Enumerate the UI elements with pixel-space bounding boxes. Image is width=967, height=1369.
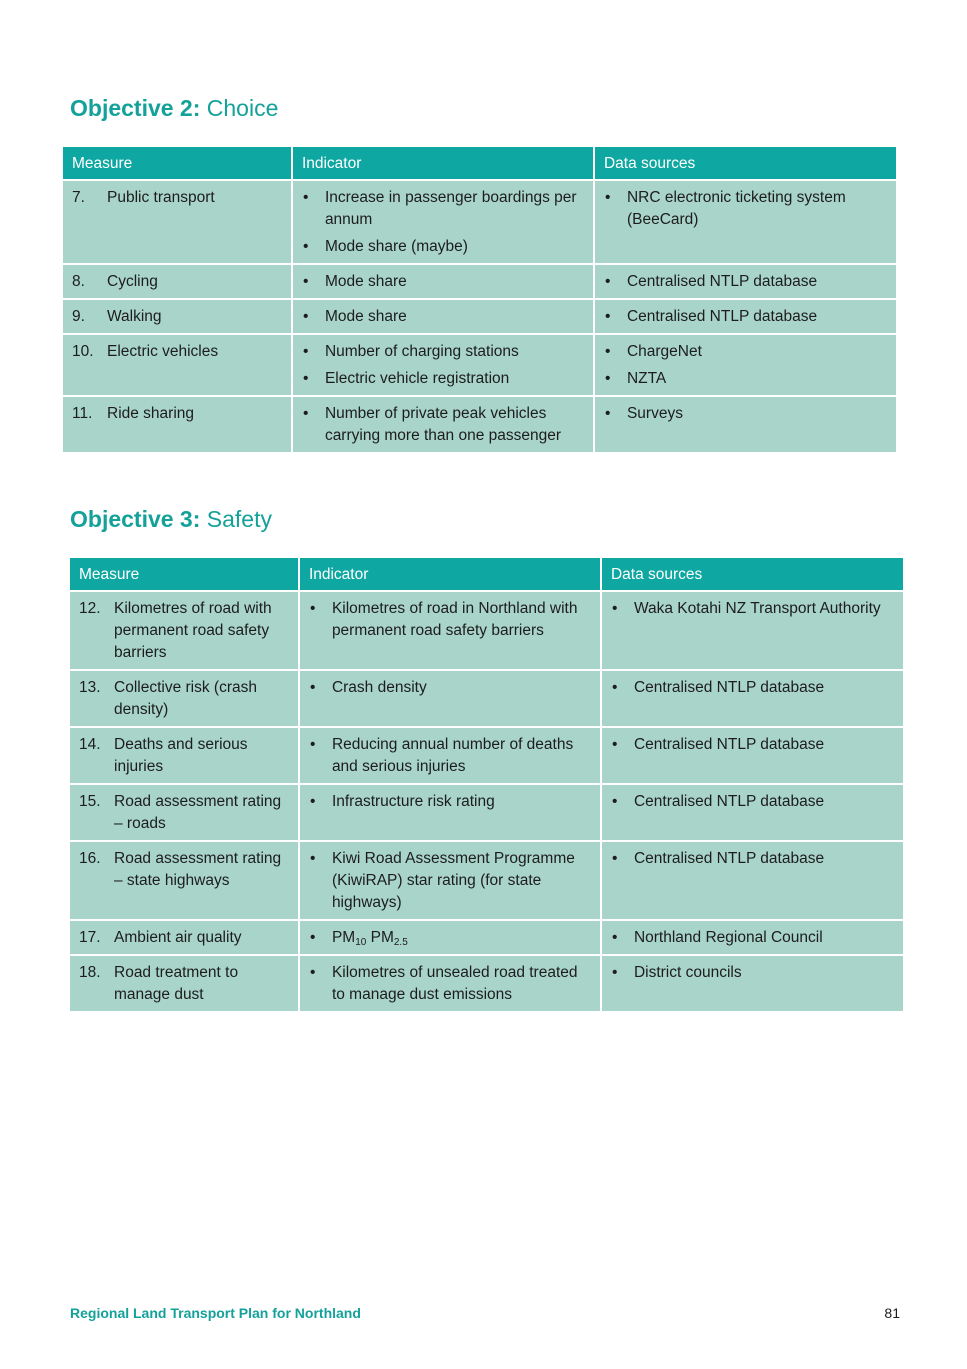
source-item: • NZTA bbox=[604, 368, 887, 390]
pm25-subscript: 2.5 bbox=[393, 937, 408, 948]
measure-cell bbox=[63, 180, 292, 264]
source-item: • Centralised NTLP database bbox=[611, 677, 894, 699]
measure-text: Public transport bbox=[107, 189, 215, 206]
header-measure: Measure bbox=[70, 558, 299, 591]
indicator-cell bbox=[299, 920, 601, 955]
measure-text: Ambient air quality bbox=[114, 929, 242, 946]
header-indicator: Indicator bbox=[292, 147, 594, 180]
measure-number: 14. bbox=[79, 736, 101, 753]
table-header-row bbox=[70, 558, 903, 591]
source-cell bbox=[601, 591, 903, 670]
pm-label: PM bbox=[366, 929, 394, 946]
measure-cell bbox=[70, 955, 299, 1011]
source-item: • Centralised NTLP database bbox=[611, 734, 894, 756]
measure-text: Road assessment rating – state highways bbox=[114, 850, 282, 889]
source-item: • Centralised NTLP database bbox=[604, 271, 887, 293]
measure-text: Road treatment to manage dust bbox=[114, 964, 239, 1003]
measure-number: 17. bbox=[79, 929, 101, 946]
indicator-cell bbox=[292, 396, 594, 452]
measure-number: 11. bbox=[72, 405, 93, 422]
source-cell bbox=[601, 955, 903, 1011]
indicator-cell bbox=[292, 264, 594, 299]
measure-number: 12. bbox=[79, 600, 101, 617]
objective-2-table bbox=[63, 147, 896, 452]
indicator-item: • Kiwi Road Assessment Programme (KiwiRAP) star rating (for state highways) bbox=[309, 848, 591, 914]
source-cell bbox=[601, 670, 903, 727]
measure-number: 16. bbox=[79, 850, 101, 867]
footer-page-number: 81 bbox=[884, 1305, 900, 1321]
header-indicator: Indicator bbox=[299, 558, 601, 591]
indicator-item: • Crash density bbox=[309, 677, 591, 699]
indicator-item: • Number of charging stations bbox=[302, 341, 584, 363]
objective-2-title: Choice bbox=[200, 95, 279, 121]
measure-number: 18. bbox=[79, 964, 101, 981]
header-data-sources: Data sources bbox=[601, 558, 903, 591]
source-item: • NRC electronic ticketing system (BeeCard) bbox=[604, 187, 887, 231]
indicator-cell bbox=[299, 784, 601, 841]
source-cell bbox=[601, 727, 903, 784]
source-cell bbox=[594, 264, 896, 299]
source-item: • Surveys bbox=[604, 403, 887, 425]
indicator-item: • Electric vehicle registration bbox=[302, 368, 584, 390]
table-row bbox=[70, 784, 903, 841]
measure-number: 9. bbox=[72, 308, 85, 325]
table-row bbox=[70, 920, 903, 955]
measure-cell bbox=[70, 727, 299, 784]
objective-3-title: Safety bbox=[200, 506, 272, 532]
table-row bbox=[70, 727, 903, 784]
measure-text: Collective risk (crash density) bbox=[114, 679, 257, 718]
pm10-subscript: 10 bbox=[355, 937, 367, 948]
indicator-item: • Mode share bbox=[302, 306, 584, 328]
indicator-cell bbox=[299, 727, 601, 784]
source-cell bbox=[601, 784, 903, 841]
table-row bbox=[63, 299, 896, 334]
source-item: • Centralised NTLP database bbox=[611, 848, 894, 870]
source-cell bbox=[601, 841, 903, 920]
header-data-sources: Data sources bbox=[594, 147, 896, 180]
indicator-item: • Kilometres of road in Northland with permanent road safety barriers bbox=[309, 598, 591, 642]
measure-number: 7. bbox=[72, 189, 85, 206]
indicator-item bbox=[309, 927, 591, 949]
measure-text: Electric vehicles bbox=[107, 343, 219, 360]
footer-document-title: Regional Land Transport Plan for Northland bbox=[70, 1305, 361, 1321]
table-row bbox=[70, 670, 903, 727]
objective-2-label: Objective 2: bbox=[70, 95, 201, 121]
measure-cell bbox=[70, 841, 299, 920]
source-cell bbox=[594, 396, 896, 452]
measure-cell bbox=[70, 784, 299, 841]
table-row bbox=[63, 180, 896, 264]
header-measure: Measure bbox=[63, 147, 292, 180]
indicator-cell bbox=[299, 841, 601, 920]
source-cell bbox=[594, 180, 896, 264]
indicator-cell bbox=[299, 955, 601, 1011]
source-item: • District councils bbox=[611, 962, 894, 984]
indicator-item: • Increase in passenger boardings per annum bbox=[302, 187, 584, 231]
indicator-item: • Reducing annual number of deaths and serious injuries bbox=[309, 734, 591, 778]
source-item: • Centralised NTLP database bbox=[604, 306, 887, 328]
indicator-item: • Mode share bbox=[302, 271, 584, 293]
objective-3-heading bbox=[70, 506, 272, 533]
indicator-cell bbox=[292, 180, 594, 264]
source-item: • Centralised NTLP database bbox=[611, 791, 894, 813]
indicator-item: • Kilometres of unsealed road treated to manage dust emissions bbox=[309, 962, 591, 1006]
table-row bbox=[63, 334, 896, 396]
measure-cell bbox=[70, 591, 299, 670]
measure-text: Cycling bbox=[107, 273, 158, 290]
indicator-cell bbox=[299, 591, 601, 670]
measure-number: 8. bbox=[72, 273, 85, 290]
measure-number: 15. bbox=[79, 793, 101, 810]
pm-label: PM bbox=[331, 929, 356, 946]
measure-cell bbox=[70, 920, 299, 955]
table-header-row bbox=[63, 147, 896, 180]
measure-cell bbox=[63, 264, 292, 299]
indicator-cell bbox=[299, 670, 601, 727]
measure-cell bbox=[70, 670, 299, 727]
objective-3-table bbox=[70, 558, 903, 1011]
measure-number: 13. bbox=[79, 679, 101, 696]
indicator-item: • Number of private peak vehicles carrying more than one passenger bbox=[302, 403, 584, 447]
table-row bbox=[63, 264, 896, 299]
indicator-item: • Infrastructure risk rating bbox=[309, 791, 591, 813]
objective-3-label: Objective 3: bbox=[70, 506, 201, 532]
measure-text: Deaths and serious injuries bbox=[114, 736, 248, 775]
measure-text: Walking bbox=[107, 308, 162, 325]
indicator-cell bbox=[292, 334, 594, 396]
measure-text: Ride sharing bbox=[107, 405, 195, 422]
measure-text: Kilometres of road with permanent road safety barriers bbox=[114, 600, 272, 661]
table-row bbox=[63, 396, 896, 452]
indicator-cell bbox=[292, 299, 594, 334]
source-item: • ChargeNet bbox=[604, 341, 887, 363]
measure-cell bbox=[63, 299, 292, 334]
source-item: • Waka Kotahi NZ Transport Authority bbox=[611, 598, 894, 620]
source-cell bbox=[601, 920, 903, 955]
source-cell bbox=[594, 334, 896, 396]
source-item: • Northland Regional Council bbox=[611, 927, 894, 949]
table-row bbox=[70, 591, 903, 670]
measure-cell bbox=[63, 396, 292, 452]
measure-cell bbox=[63, 334, 292, 396]
measure-number: 10. bbox=[72, 343, 94, 360]
source-cell bbox=[594, 299, 896, 334]
table-row bbox=[70, 955, 903, 1011]
table-row bbox=[70, 841, 903, 920]
objective-2-heading bbox=[70, 95, 278, 122]
indicator-item: • Mode share (maybe) bbox=[302, 236, 584, 258]
measure-text: Road assessment rating – roads bbox=[114, 793, 282, 832]
